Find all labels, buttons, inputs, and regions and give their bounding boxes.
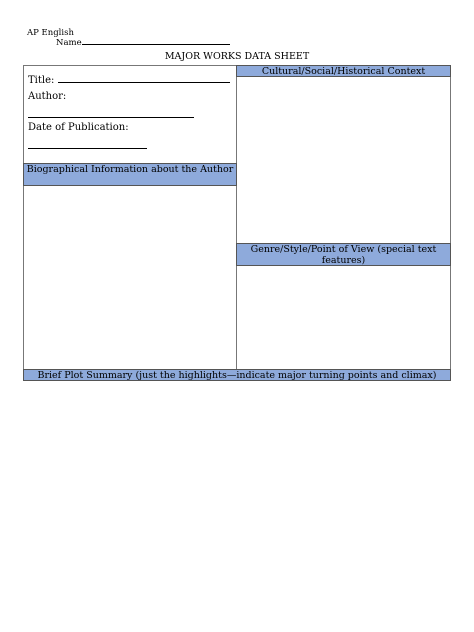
author-blank[interactable]: [28, 117, 194, 118]
name-label: Name: [56, 38, 82, 48]
title-label: Title:: [28, 75, 55, 86]
name-blank[interactable]: [82, 44, 230, 45]
genre-area[interactable]: [237, 266, 450, 369]
page-title: MAJOR WORKS DATA SHEET: [164, 51, 310, 62]
title-blank[interactable]: [58, 82, 230, 83]
course-label: AP English: [27, 28, 74, 38]
context-header: Cultural/Social/Historical Context: [236, 65, 451, 77]
author-label: Author:: [28, 91, 67, 102]
bio-area[interactable]: [24, 186, 236, 369]
name-line: [56, 38, 230, 48]
context-area[interactable]: [237, 77, 450, 243]
date-blank[interactable]: [28, 148, 147, 149]
bio-header: Biographical Information about the Author: [23, 163, 237, 186]
plot-header: Brief Plot Summary (just the highlights—indicate major turning points and climax): [23, 369, 451, 381]
title-field: [28, 75, 230, 86]
date-label: Date of Publication:: [28, 122, 129, 133]
genre-header: Genre/Style/Point of View (special text features): [236, 243, 451, 266]
